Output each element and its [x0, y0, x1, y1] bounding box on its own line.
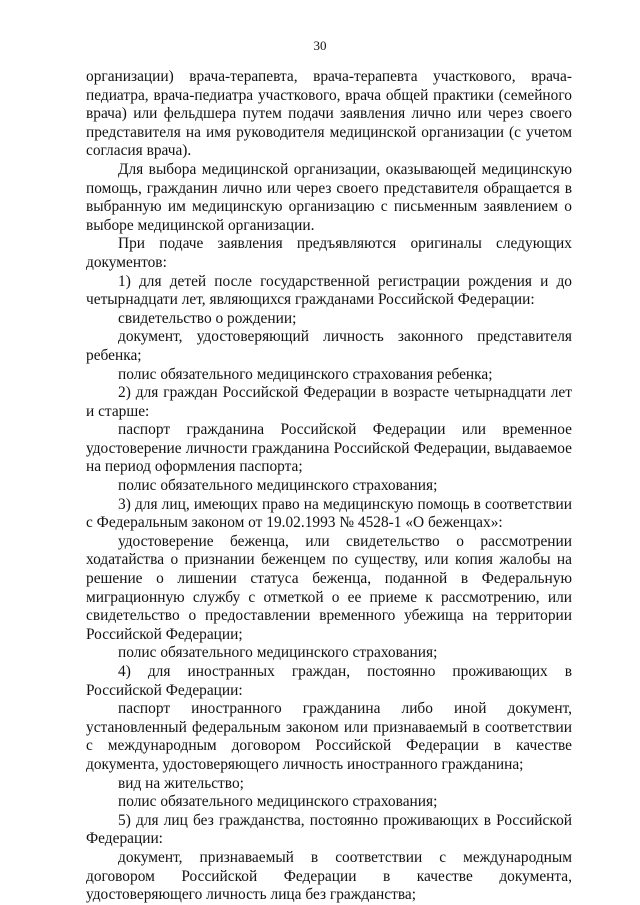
paragraph: 2) для граждан Российской Федерации в возрасте четырнадцати лет и старше:	[86, 384, 572, 420]
paragraph: 1) для детей после государственной регистрации рождения и до четырнадцати лет, являющихся гражданами Российской Федерации:	[86, 272, 572, 309]
paragraph: документ, удостоверяющий личность законного представителя ребенка;	[86, 328, 572, 364]
paragraph: полис обязательного медицинского страхования;	[118, 477, 438, 495]
paragraph: При подаче заявления предъявляются оригиналы следующих документов:	[86, 235, 572, 271]
paragraph: полис обязательного медицинского страхования ребенка;	[118, 365, 493, 383]
page-number: 30	[313, 38, 327, 53]
paragraph: паспорт иностранного гражданина либо иной документ, установленный федеральным законом или признаваемый в соответствии с международным договором Российской Федерации в качестве документа, удостоверяющего личность иностранного гражданина;	[86, 700, 572, 773]
paragraph: 5) для лиц без гражданства, постоянно проживающих в Российской Федерации:	[86, 811, 572, 848]
paragraph: 4) для иностранных граждан, постоянно проживающих в Российской Федерации:	[86, 663, 572, 699]
paragraph: Для выбора медицинской организации, оказывающей медицинскую помощь, гражданин лично или через своего представителя обращается в выбранную им медицинскую организацию с письменным заявлением о выборе медицинской организации.	[86, 160, 572, 234]
paragraph: удостоверение беженца, или свидетельство о рассмотрении ходатайства о признании беженцем по существу, или копия жалобы на решение о лишении статуса беженца, поданной в Федеральную миграционную службу с отметкой о ее приеме к рассмотрению, или свидетельство о предоставлении временного убежища на территории Российской Федерации;	[86, 532, 572, 643]
paragraph: паспорт гражданина Российской Федерации или временное удостоверение личности гражданина Российской Федерации, выдаваемое на период оформления паспорта;	[86, 421, 572, 476]
paragraph: свидетельство о рождении;	[118, 309, 297, 327]
document-body	[86, 68, 572, 905]
paragraph: вид на жительство;	[118, 774, 244, 792]
paragraph: документ, признаваемый в соответствии с международным договором Российской Федерации в качестве документа, удостоверяющего личность лица без гражданства;	[86, 848, 572, 904]
paragraph: организации) врача-терапевта, врача-терапевта участкового, врача-педиатра, врача-педиатра участкового, врача общей практики (семейного врача) или фельдшера путем подачи заявления лично или через своего представителя на имя руководителя медицинской организации (с учетом согласия врача).	[86, 68, 572, 160]
paragraph: 3) для лиц, имеющих право на медицинскую помощь в соответствии с Федеральным законом от 19.02.1993 № 4528-1 «О беженцах»:	[86, 495, 572, 532]
paragraph: полис обязательного медицинского страхования;	[118, 644, 438, 662]
paragraph: полис обязательного медицинского страхования;	[118, 793, 438, 811]
